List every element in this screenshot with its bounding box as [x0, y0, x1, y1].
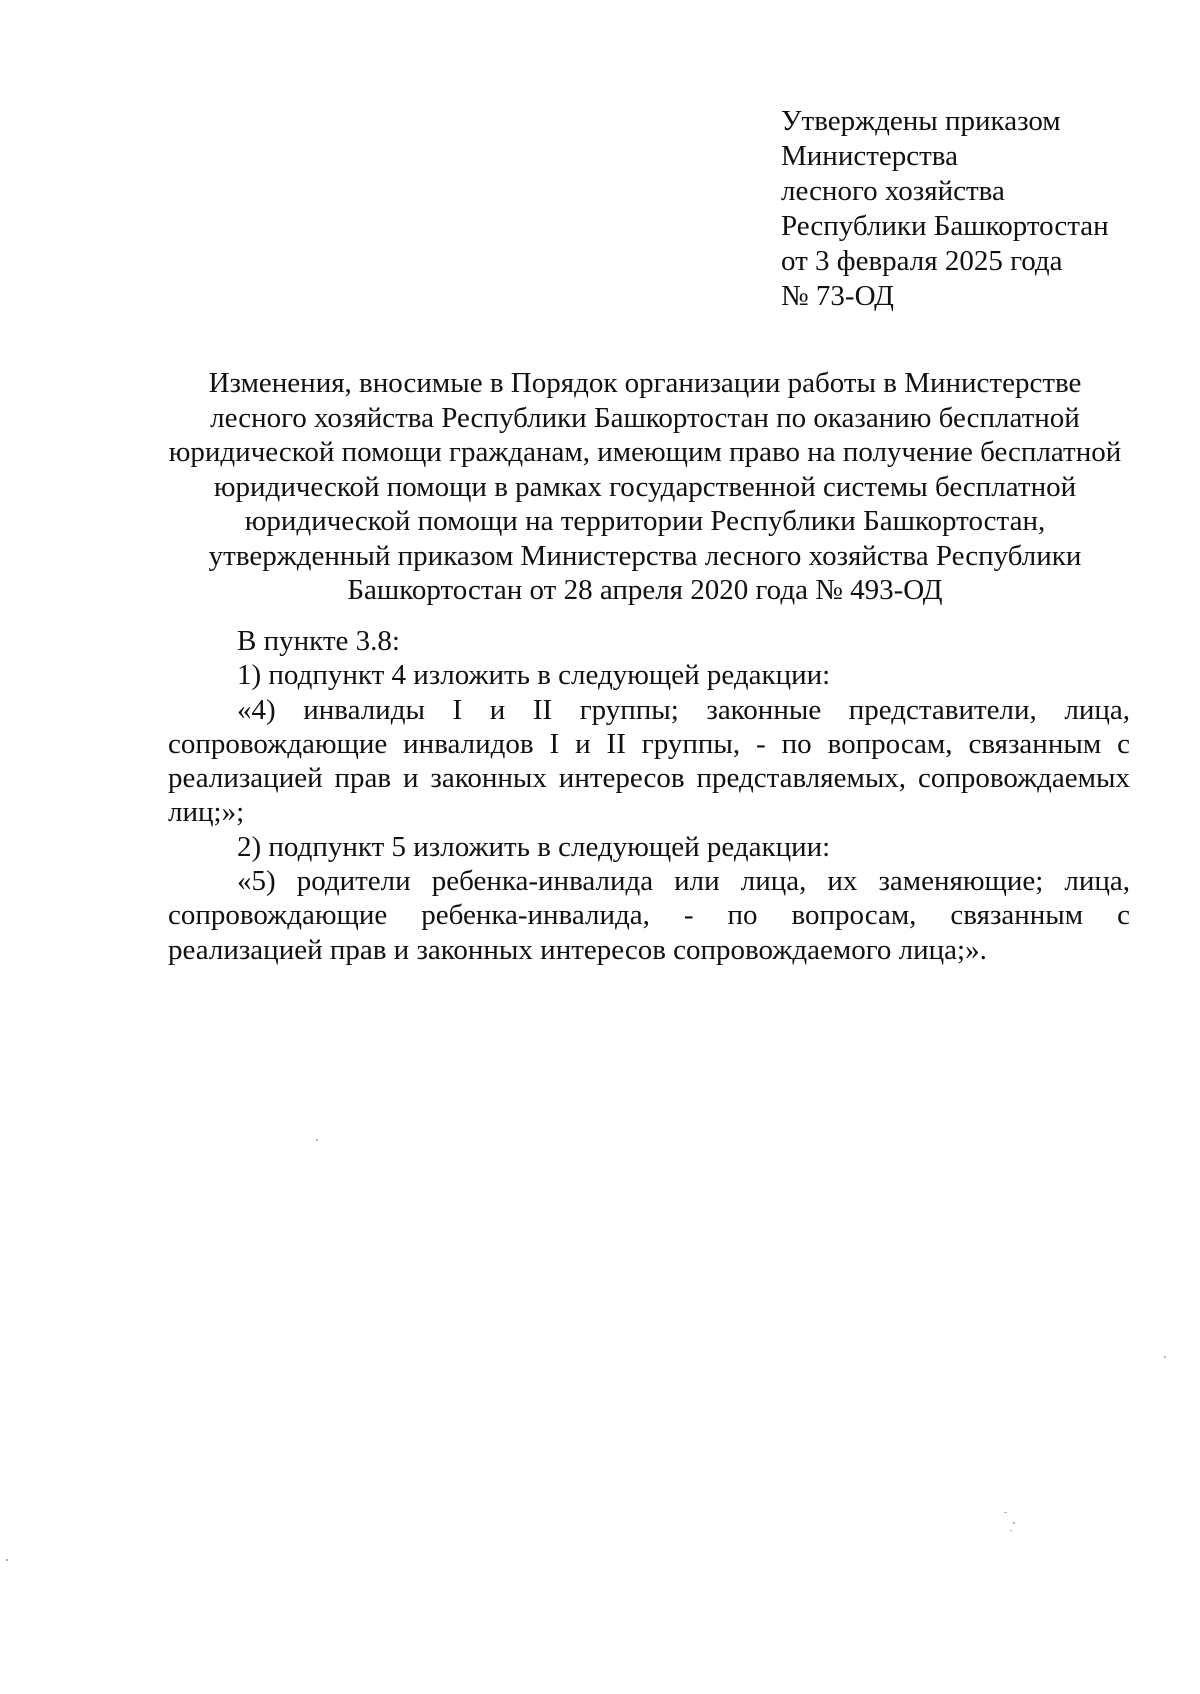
approval-order-number: № 73-ОД	[781, 280, 894, 312]
title-line: лесного хозяйства Республики Башкортостан по оказанию бесплатной	[210, 401, 1080, 434]
approval-line: Республики Башкортостан	[781, 210, 1109, 242]
scan-speck	[1004, 1512, 1007, 1513]
title-line: юридической помощи на территории Республики Башкортостан,	[244, 505, 1046, 537]
document-body	[168, 624, 1130, 967]
title-line: юридической помощи гражданам, имеющим право на получение бесплатной	[168, 436, 1122, 468]
title-line: юридической помощи в рамках государственной системы бесплатной	[213, 470, 1077, 503]
item-2-lead: 2) подпункт 5 изложить в следующей редакции:	[237, 830, 831, 863]
approval-line: Утверждены приказом	[781, 105, 1061, 137]
approval-line: лесного хозяйства	[781, 175, 1005, 207]
item-1-lead: 1) подпункт 4 изложить в следующей редакции:	[237, 659, 831, 692]
title-line: Изменения, вносимые в Порядок организации работы в Министерстве	[208, 367, 1082, 399]
item-1-text: «4) инвалиды I и II группы; законные представители, лица, сопровождающие инвалидов I и II группы, - по вопросам, связанным с реализацией прав и законных интересов представляемых, сопровождаемых лиц;»;	[168, 693, 1130, 829]
scan-speck	[6, 1559, 8, 1561]
approval-line: Министерства	[781, 140, 958, 172]
title-line: Башкортостан от 28 апреля 2020 года № 493-ОД	[347, 574, 943, 606]
document-title	[160, 366, 1130, 608]
intro-paragraph: В пункте 3.8:	[237, 625, 400, 657]
scan-speck	[1010, 1530, 1012, 1531]
approval-line: от 3 февраля 2025 года	[781, 245, 1063, 277]
scan-speck	[316, 1139, 318, 1141]
title-line: утвержденный приказом Министерства лесного хозяйства Республики	[208, 539, 1082, 572]
approval-stamp-block	[781, 104, 1109, 314]
scan-speck	[1013, 1522, 1015, 1524]
item-2-text: «5) родители ребенка-инвалида или лица, их заменяющие; лица, сопровождающие ребенка-инвалида, - по вопросам, связанным с реализацией прав и законных интересов сопровождаемого лица;».	[168, 865, 1130, 966]
scan-speck	[1164, 1356, 1166, 1358]
